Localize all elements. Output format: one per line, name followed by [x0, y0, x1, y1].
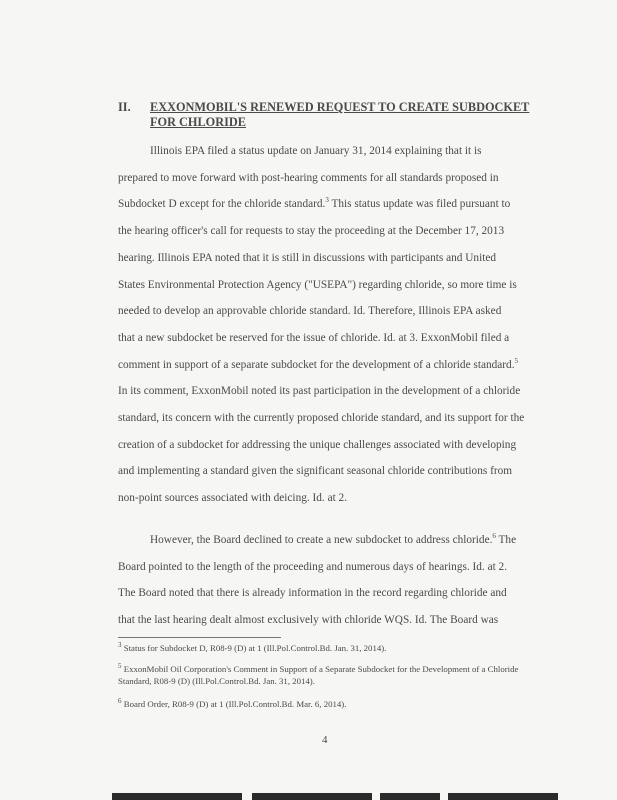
footnote-text: Board Order, R08-9 (D) at 1 (Ill.Pol.Control.Bd. Mar. 6, 2014).	[123, 699, 347, 709]
paragraph-line: The Board noted that there is already information in the record regarding chloride and	[118, 587, 507, 600]
paragraph-line: States Environmental Protection Agency ("USEPA") regarding chloride, so more time is	[118, 278, 517, 291]
footnote	[118, 698, 548, 710]
paragraph-line: that a new subdocket be reserved for the issue of chloride. Id. at 3. ExxonMobil filed a	[118, 331, 510, 344]
footnote-mark: 5	[118, 662, 122, 671]
scan-edge-marks	[0, 791, 617, 800]
paragraph-line: needed to develop an approvable chloride standard. Id. Therefore, Illinois EPA asked	[118, 305, 502, 318]
page-number: 4	[322, 734, 328, 746]
paragraph-line: In its comment, ExxonMobil noted its past participation in the development of a chloride	[118, 385, 521, 398]
paragraph-line: prepared to move forward with post-hearing comments for all standards proposed in	[118, 171, 499, 184]
paragraph-line: and implementing a standard given the significant seasonal chloride contributions from	[118, 465, 513, 478]
line-text: comment in support of a separate subdocket for the development of a chloride standard.	[118, 358, 515, 371]
footnote-ref: 6	[492, 532, 496, 541]
paragraph-line	[118, 191, 548, 218]
paragraph-line: that the last hearing dealt almost exclusively with chloride WQS. Id. The Board was	[118, 614, 499, 627]
paragraph-line: hearing. Illinois EPA noted that it is still in discussions with participants and United	[118, 251, 497, 264]
line-text: The	[495, 534, 517, 546]
line-text: This status update was filed pursuant to	[328, 198, 511, 211]
paragraph-line: standard, its concern with the currently proposed chloride standard, and its support for the	[118, 412, 525, 425]
footnote-mark: 3	[118, 641, 122, 650]
paragraph-line: Board pointed to the length of the proceeding and numerous days of hearings. Id. at 2.	[118, 560, 508, 573]
line-text: However, the Board declined to create a new subdocket to address chloride.	[150, 534, 493, 546]
paragraph-line: the hearing officer's call for requests to stay the proceeding at the December 17, 2013	[118, 225, 505, 238]
scan-mark	[448, 793, 558, 800]
paragraph-line	[118, 527, 548, 554]
paragraph-1	[118, 138, 548, 512]
scan-mark	[380, 793, 440, 800]
paragraph-line: creation of a subdocket for addressing the unique challenges associated with developing	[118, 438, 517, 451]
footnote-text: Status for Subdocket D, R08-9 (D) at 1 (Ill.Pol.Control.Bd. Jan. 31, 2014).	[123, 643, 387, 653]
scan-mark	[252, 793, 372, 800]
section-title: EXXONMOBIL'S RENEWED REQUEST TO CREATE SUBDOCKET FOR CHLORIDE	[150, 100, 530, 129]
paragraph-line: Illinois EPA filed a status update on January 31, 2014 explaining that it is	[150, 145, 482, 157]
footnote-ref: 3	[325, 196, 329, 205]
scan-mark	[112, 793, 242, 800]
footnote	[118, 642, 548, 654]
paragraph-line: non-point sources associated with deicing. Id. at 2.	[118, 492, 348, 505]
footnote-ref: 5	[514, 356, 519, 365]
line-text: Subdocket D except for the chloride standard.	[118, 198, 326, 211]
paragraph-line	[118, 352, 548, 379]
footnote-divider	[118, 637, 281, 638]
paragraph-2	[118, 527, 548, 634]
section-number: II.	[118, 100, 131, 114]
footnote-text: ExxonMobil Oil Corporation's Comment in Support of a Separate Subdocket for the Development of a Chloride Standard, R08-9 (D) (Ill.Pol.Control.Bd. Jan. 31, 2014).	[118, 664, 519, 686]
footnote	[118, 663, 548, 687]
footnote-mark: 6	[118, 697, 122, 706]
